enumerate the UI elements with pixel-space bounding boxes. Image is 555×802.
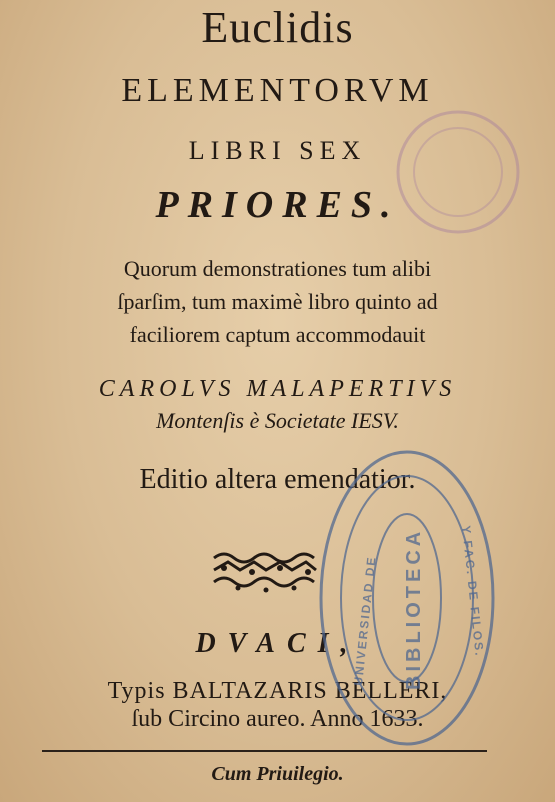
libri-line: LIBRI SEX <box>188 136 367 165</box>
blue-university-stamp <box>312 442 502 754</box>
author-name: CAROLVS MALAPERTIVS <box>98 376 457 402</box>
stamp-text-library: BIBLIOTECA <box>403 527 425 690</box>
book-subtitle: ELEMENTORVM <box>121 72 434 109</box>
imprint-place: DVACI, <box>195 628 360 659</box>
stamp-text-faculty: Y FAC. DE FILOS. <box>459 524 487 659</box>
stamp-text-university: UNIVERSIDAD DE <box>351 554 379 687</box>
purple-library-stamp <box>378 100 528 250</box>
privilege-line: Cum Priuilegio. <box>211 763 344 785</box>
edition-line: Editio altera emendatior. <box>139 464 416 495</box>
printer-line: Typis BALTAZARIS BELLERI, <box>107 678 448 704</box>
description-line-1: Quorum demonstrationes tum alibi <box>123 256 432 281</box>
author-affiliation: Montenſis è Societate IESV. <box>156 408 399 433</box>
description-line-3: faciliorem captum accommodauit <box>129 322 426 347</box>
printer-ornament-icon <box>210 548 320 594</box>
priores-line: PRIORES. <box>155 184 400 226</box>
book-title: Euclidis <box>201 3 354 52</box>
description-line-2: ſparſim, tum maximè libro quinto ad <box>117 289 438 314</box>
sign-line: ſub Circino aureo. Anno 1633. <box>131 706 424 732</box>
